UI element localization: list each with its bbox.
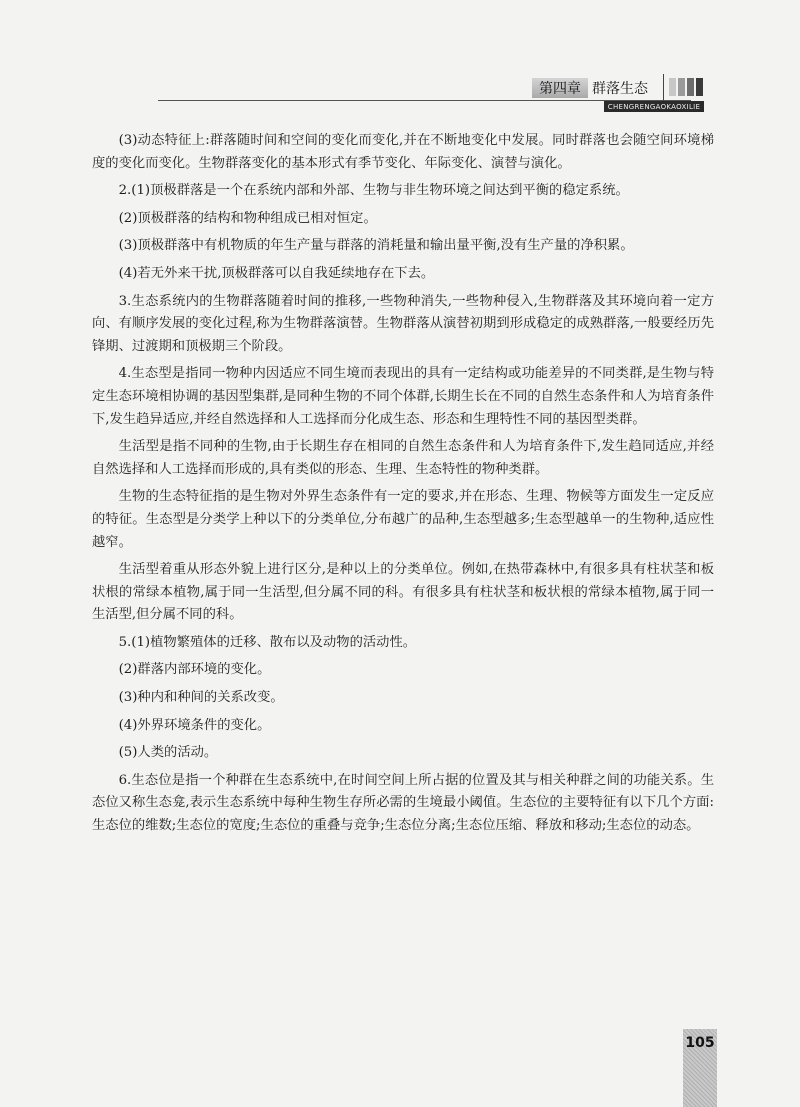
paragraph: 5.(1)植物繁殖体的迁移、散布以及动物的活动性。 bbox=[118, 634, 417, 650]
paragraph: 2.(1)顶极群落是一个在系统内部和外部、生物与非生物环境之间达到平衡的稳定系统。 bbox=[118, 183, 629, 199]
decor-block bbox=[678, 78, 685, 96]
paragraph: 6.生态位是指一个种群在生态系统中,在时间空间上所占据的位置及其与相关种群之间的功能关系。生态位又称生态龛,表示生态系统中每种生物生存所必需的生境最小阈值。生态位的主要特征有以下几个方面:生态位的维数;生态位的宽度;生态位的重叠与竞争;生态位分离;生态位压缩、释放和移动;生态位的动态。 bbox=[92, 772, 714, 834]
paragraph: (3)动态特征上:群落随时间和空间的变化而变化,并在不断地变化中发展。同时群落也会随空间环境梯度的变化而变化。生物群落变化的基本形式有季节变化、年际变化、演替与演化。 bbox=[92, 133, 714, 171]
page-header bbox=[158, 74, 706, 114]
paragraph: (2)群落内部环境的变化。 bbox=[118, 662, 271, 678]
paragraph: (4)若无外来干扰,顶极群落可以自我延续地存在下去。 bbox=[118, 265, 435, 281]
paragraph: (4)外界环境条件的变化。 bbox=[118, 717, 271, 733]
header-divider bbox=[663, 74, 664, 102]
paragraph: (2)顶极群落的结构和物种组成已相对恒定。 bbox=[118, 210, 377, 226]
paragraph: (5)人类的活动。 bbox=[118, 745, 218, 761]
chapter-label: 第四章 bbox=[532, 78, 588, 98]
decor-block bbox=[669, 78, 676, 96]
page-body bbox=[92, 130, 714, 838]
chapter-title: 群落生态 bbox=[592, 81, 648, 97]
paragraph: (3)顶极群落中有机物质的年生产量与群落的消耗量和输出量平衡,没有生产量的净积累。 bbox=[118, 238, 634, 254]
page-number: 105 bbox=[685, 1035, 715, 1051]
paragraph: 生活型着重从形态外貌上进行区分,是种以上的分类单位。例如,在热带森林中,有很多具有柱状茎和板状根的常绿本植物,属于同一生活型,但分属不同的科。有很多具有柱状茎和板状根的常绿本植物,属于同一生活型,但分属不同的科。 bbox=[92, 562, 714, 623]
paragraph: 3.生态系统内的生物群落随着时间的推移,一些物种消失,一些物种侵入,生物群落及其环境向着一定方向、有顺序发展的变化过程,称为生物群落演替。生物群落从演替初期到形成稳定的成熟群落,一般要经历先锋期、过渡期和顶极期三个阶段。 bbox=[92, 293, 714, 354]
series-subtitle: CHENGRENGAOKAOXILIE bbox=[604, 101, 704, 112]
paragraph: 生物的生态特征指的是生物对外界生态条件有一定的要求,并在形态、生理、物候等方面发生一定反应的特征。生态型是分类学上种以下的分类单位,分布越广的品种,生态型越多;生态型越单一的生物种,适应性越窄。 bbox=[92, 489, 714, 550]
header-decoration bbox=[669, 78, 703, 96]
paragraph: (3)种内和种间的关系改变。 bbox=[118, 690, 284, 706]
decor-block bbox=[696, 78, 703, 96]
paragraph: 生活型是指不同种的生物,由于长期生存在相同的自然生态条件和人为培育条件下,发生趋同适应,并经自然选择和人工选择而形成的,具有类似的形态、生理、生态特性的物种类群。 bbox=[92, 439, 714, 477]
paragraph: 4.生态型是指同一物种内因适应不同生境而表现出的具有一定结构或功能差异的不同类群,是生物与特定生态环境相协调的基因型集群,是同种生物的不同个体群,长期生长在不同的自然生态条件和人为培育条件下,发生趋异适应,并经自然选择和人工选择而分化成生态、形态和生理特性不同的基因型类群。 bbox=[92, 366, 714, 427]
decor-block bbox=[687, 78, 694, 96]
